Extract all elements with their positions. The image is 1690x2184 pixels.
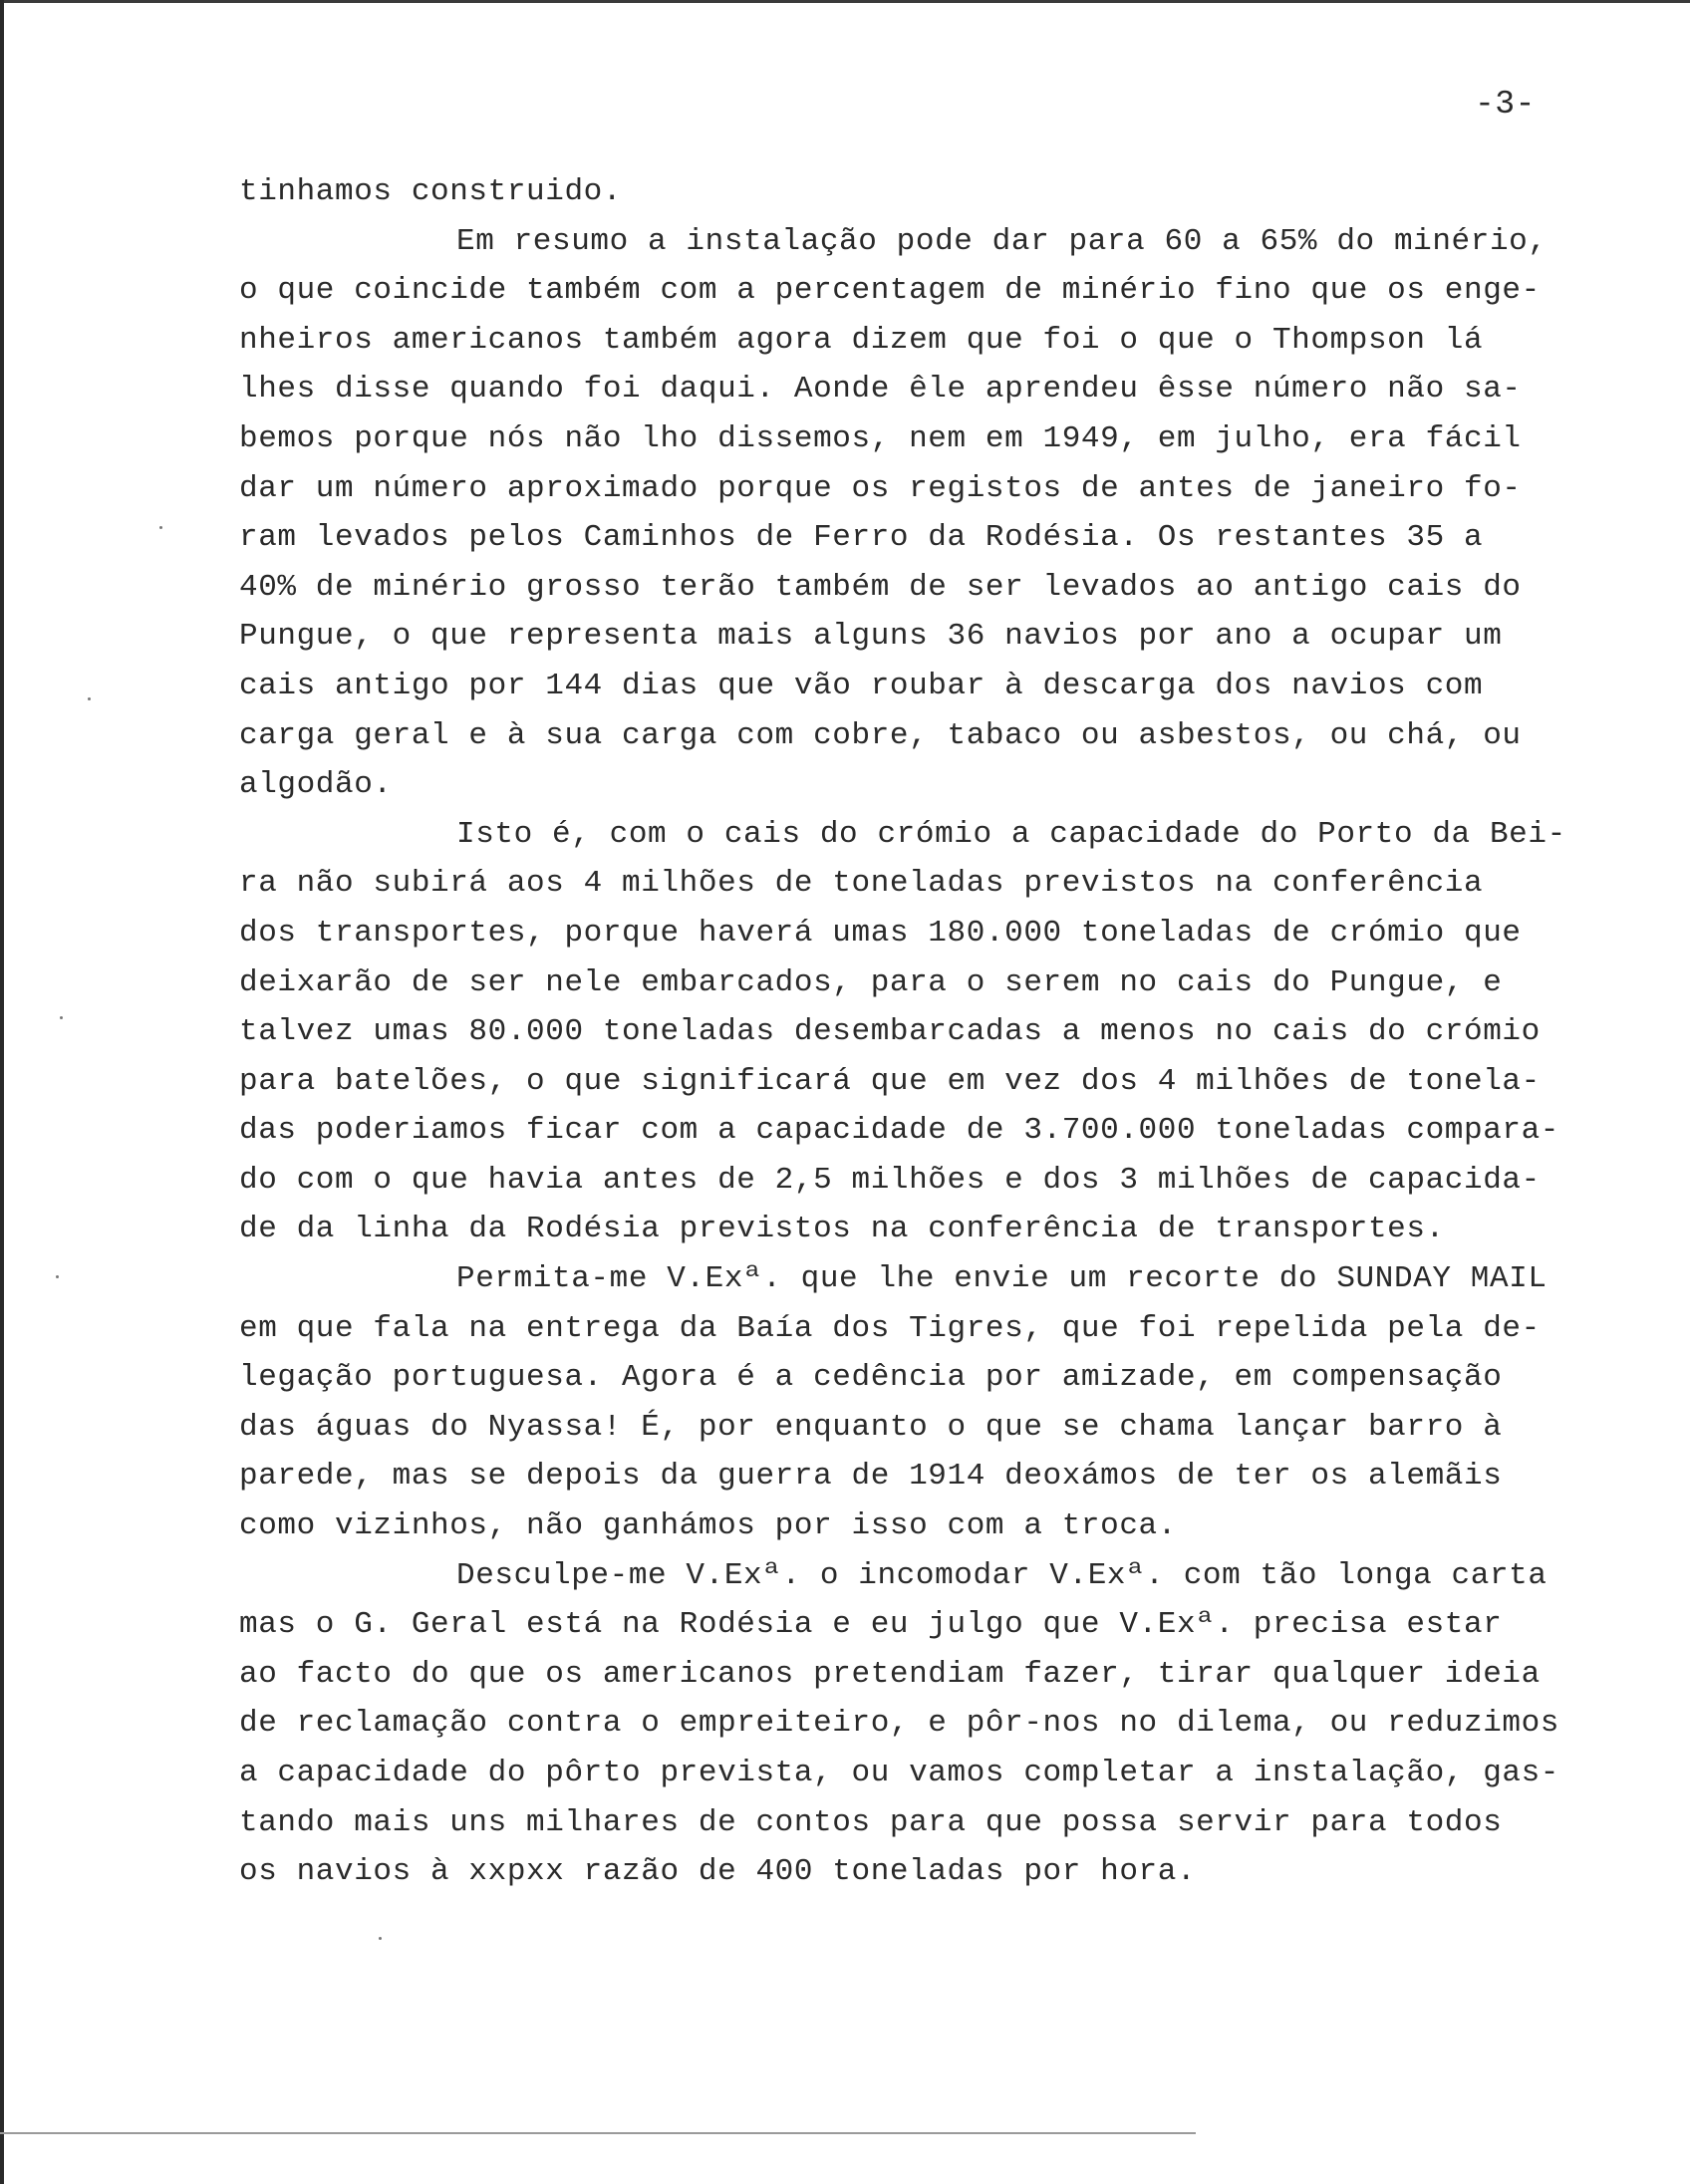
text-line: ao facto do que os americanos pretendiam fazer, tirar qualquer ideia [239,1656,1541,1692]
text-line: do com o que havia antes de 2,5 milhões e dos 3 milhões de capacida- [239,1162,1541,1198]
text-line: dos transportes, porque haverá umas 180.000 toneladas de crómio que [239,915,1522,951]
text-line: das águas do Nyassa! É, por enquanto o que se chama lançar barro à [239,1409,1503,1445]
text-line: tando mais uns milhares de contos para que possa servir para todos [239,1804,1503,1840]
text-line: ra não subirá aos 4 milhões de toneladas previstos na conferência [239,866,1484,902]
text-line: ram levados pelos Caminhos de Ferro da Rodésia. Os restantes 35 a [239,520,1484,556]
text-line: bemos porque nós não lho dissemos, nem em 1949, em julho, era fácil [239,420,1522,456]
text-line: algodão. [239,767,393,803]
text-line: como vizinhos, não ganhámos por isso com a troca. [239,1508,1177,1544]
text-line: mas o G. Geral está na Rodésia e eu julgo que V.Exª. precisa estar [239,1607,1503,1643]
text-line: 40% de minério grosso terão também de ser levados ao antigo cais do [239,569,1522,605]
page-edge-bottom [0,2132,1196,2134]
text-line: talvez umas 80.000 toneladas desembarcadas a menos no cais do crómio [239,1014,1541,1050]
text-line: cais antigo por 144 dias que vão roubar à descarga dos navios com [239,668,1484,703]
text-line: Em resumo a instalação pode dar para 60 a 65% do minério, [456,223,1548,259]
text-line: a capacidade do pôrto prevista, ou vamos completar a instalação, gas- [239,1756,1560,1790]
scan-speck [88,697,91,700]
letter-body [239,167,1614,1897]
text-line: para batelões, o que significará que em vez dos 4 milhões de tonela- [239,1063,1541,1099]
text-line: de da linha da Rodésia previstos na conferência de transportes. [239,1212,1445,1247]
text-line: das poderiamos ficar com a capacidade de 3.700.000 toneladas compara- [239,1113,1560,1149]
text-line: Permita-me V.Exª. que lhe envie um recorte do SUNDAY MAIL [456,1261,1548,1297]
text-line: em que fala na entrega da Baía dos Tigres, que foi repelida pela de- [239,1310,1541,1346]
text-line: legação portuguesa. Agora é a cedência por amizade, em compensação [239,1360,1503,1396]
text-line: Pungue, o que representa mais alguns 36 navios por ano a ocupar um [239,619,1503,655]
text-line: os navios à xxpxx razão de 400 toneladas por hora. [239,1854,1197,1890]
scan-speck [60,1016,63,1019]
text-line: de reclamação contra o empreiteiro, e pôr-nos no dilema, ou reduzimos [239,1706,1560,1742]
text-line: tinhamos construido. [239,174,623,209]
scan-speck [379,1937,382,1940]
text-line: Isto é, com o cais do crómio a capacidade do Porto da Bei- [456,816,1566,852]
text-line: nheiros americanos também agora dizem que foi o que o Thompson lá [239,322,1484,358]
page-edge-left [0,0,8,2184]
text-line: deixarão de ser nele embarcados, para o serem no cais do Pungue, e [239,964,1503,1000]
text-line: lhes disse quando foi daqui. Aonde êle aprendeu êsse número não sa- [239,372,1522,408]
text-line: parede, mas se depois da guerra de 1914 deoxámos de ter os alemãis [239,1459,1503,1495]
page-number: -3- [1475,86,1536,123]
page-edge-top [0,0,1690,8]
text-line: carga geral e à sua carga com cobre, tabaco ou asbestos, ou chá, ou [239,717,1522,753]
text-line: Desculpe-me V.Exª. o incomodar V.Exª. com tão longa carta [456,1557,1548,1593]
scan-speck [159,526,162,529]
text-line: o que coincide também com a percentagem de minério fino que os enge- [239,273,1541,309]
text-line: dar um número aproximado porque os registos de antes de janeiro fo- [239,470,1522,506]
scan-speck [56,1275,59,1278]
